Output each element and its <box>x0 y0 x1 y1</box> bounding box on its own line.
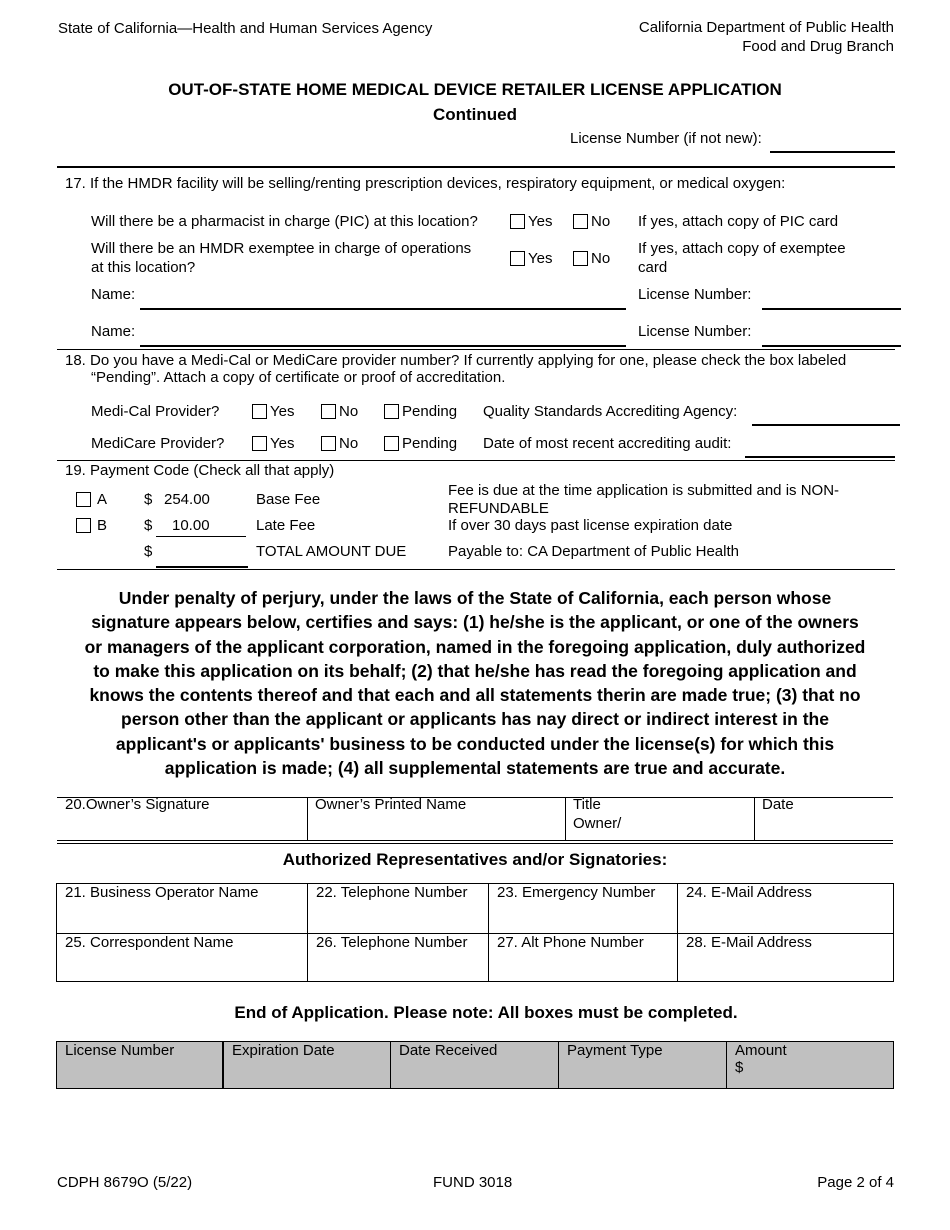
form-subtitle: Continued <box>432 105 518 124</box>
cell-label: 22. Telephone Number <box>316 884 468 901</box>
perjury-statement <box>50 586 900 780</box>
cell-label: Payment Type <box>567 1042 663 1059</box>
fund-number: FUND 3018 <box>433 1174 513 1191</box>
audit-date-input[interactable] <box>745 456 895 458</box>
perjury-line: to make this application on its behalf; (2) that he/she has read the foregoing application and <box>93 660 857 681</box>
cell-label: 27. Alt Phone Number <box>497 934 644 951</box>
section-divider <box>57 166 895 168</box>
name-input-2[interactable] <box>140 345 626 347</box>
cell-label: Amount <box>735 1042 787 1059</box>
exemptee-question-line1: Will there be an HMDR exemptee in charge of operations <box>91 240 472 257</box>
perjury-line: person other than the applicant or applicants has nay direct or indirect interest in the <box>121 709 829 730</box>
exemptee-no-checkbox[interactable] <box>573 251 588 266</box>
sig-divider <box>307 797 308 840</box>
page-number: Page 2 of 4 <box>817 1174 894 1191</box>
section-divider <box>57 569 895 570</box>
payment-b-amount: 10.00 <box>172 517 210 534</box>
payment-b-dollar: $ <box>144 517 153 534</box>
auth-title: Authorized Representatives and/or Signatories: <box>282 850 668 869</box>
license-number-label: License Number (if not new): <box>570 130 762 147</box>
medical-no-checkbox[interactable] <box>321 404 336 419</box>
office-date-received-cell <box>390 1041 559 1089</box>
late-fee-note: If over 30 days past license expiration date <box>448 517 733 534</box>
payment-b-checkbox[interactable] <box>76 518 91 533</box>
telephone-cell[interactable] <box>307 883 489 934</box>
telephone-cell-2[interactable] <box>307 933 489 982</box>
medical-pending-label: Pending <box>402 403 458 420</box>
payable-note: Payable to: CA Department of Public Health <box>448 543 739 560</box>
s18-question-line2: “Pending”. Attach a copy of certificate or proof of accreditation. <box>91 369 506 386</box>
cell-label: License Number <box>65 1042 175 1059</box>
s17-question: 17. If the HMDR facility will be selling/renting prescription devices, respiratory equipment, or medical oxygen: <box>65 175 786 192</box>
section-divider <box>57 460 895 461</box>
office-expiration-cell <box>223 1041 391 1089</box>
agency-input[interactable] <box>752 424 900 426</box>
amount-underline <box>156 536 246 537</box>
medicare-no-label: No <box>339 435 359 452</box>
department-header: California Department of Public Health <box>638 19 894 36</box>
amount-symbol: $ <box>735 1059 744 1076</box>
cell-label: 25. Correspondent Name <box>65 934 234 951</box>
pic-note: If yes, attach copy of PIC card <box>638 213 839 230</box>
cell-label: 23. Emergency Number <box>497 884 656 901</box>
fee-note-line2: REFUNDABLE <box>448 500 549 517</box>
owner-signature-field[interactable]: 20.Owner’s Signature <box>65 796 210 813</box>
office-amount-cell <box>726 1041 894 1089</box>
pic-yes-checkbox[interactable] <box>510 214 525 229</box>
exemptee-no-label: No <box>591 250 611 267</box>
payment-a-checkbox[interactable] <box>76 492 91 507</box>
medical-yes-label: Yes <box>270 403 295 420</box>
date-field[interactable]: Date <box>762 796 794 813</box>
perjury-line: knows the contents thereof and that each and all statements therin are made true; (3) that no <box>89 685 861 706</box>
office-payment-type-cell <box>558 1041 727 1089</box>
payment-a-amount: 254.00 <box>164 491 210 508</box>
fee-note-line1: Fee is due at the time application is submitted and is NON- <box>448 482 840 499</box>
correspondent-name-cell[interactable] <box>56 933 308 982</box>
end-note: End of Application. Please note: All boxes must be completed. <box>234 1003 738 1022</box>
perjury-line: or managers of the applicant corporation, named in the foregoing application, duly authorized <box>84 636 866 657</box>
owner-printed-name-field[interactable]: Owner’s Printed Name <box>315 796 467 813</box>
cell-label: 28. E-Mail Address <box>686 934 812 951</box>
payment-a-desc: Base Fee <box>256 491 321 508</box>
name-label-2: Name: <box>91 323 136 340</box>
pic-yes-label: Yes <box>528 213 553 230</box>
exemptee-yes-checkbox[interactable] <box>510 251 525 266</box>
exemptee-yes-label: Yes <box>528 250 553 267</box>
exemptee-question-line2: at this location? <box>91 259 196 276</box>
medicare-pending-label: Pending <box>402 435 458 452</box>
s19-title: 19. Payment Code (Check all that apply) <box>65 462 335 479</box>
medical-provider-label: Medi-Cal Provider? <box>91 403 220 420</box>
license-label-2: License Number: <box>638 323 752 340</box>
emergency-number-cell[interactable] <box>488 883 678 934</box>
email-cell[interactable] <box>677 883 894 934</box>
perjury-line: signature appears below, certifies and says: (1) he/she is the applicant, or one of the owners <box>91 612 859 633</box>
name-label-1: Name: <box>91 286 136 303</box>
license-number-input[interactable] <box>770 151 895 153</box>
pic-no-label: No <box>591 213 611 230</box>
medicare-no-checkbox[interactable] <box>321 436 336 451</box>
business-operator-cell[interactable] <box>56 883 308 934</box>
cell-label: 26. Telephone Number <box>316 934 468 951</box>
sig-divider <box>754 797 755 840</box>
alt-phone-cell[interactable] <box>488 933 678 982</box>
cell-label: 21. Business Operator Name <box>65 884 259 901</box>
title-value: Owner/ <box>573 815 622 832</box>
total-amount-input[interactable] <box>156 566 248 568</box>
license-input-2[interactable] <box>762 345 901 347</box>
branch-header: Food and Drug Branch <box>742 38 894 55</box>
exemptee-note-line2: card <box>638 259 668 276</box>
section-divider <box>57 349 895 350</box>
agency-header: State of California—Health and Human Services Agency <box>58 20 433 37</box>
total-label: TOTAL AMOUNT DUE <box>256 543 407 560</box>
cell-label: 24. E-Mail Address <box>686 884 812 901</box>
payment-a-dollar: $ <box>144 491 153 508</box>
form-title: OUT-OF-STATE HOME MEDICAL DEVICE RETAILER LICENSE APPLICATION <box>168 80 782 99</box>
perjury-line: application is made; (4) all supplemental statements are true and accurate. <box>164 758 786 779</box>
perjury-line: Under penalty of perjury, under the laws of the State of California, each person whose <box>118 588 832 608</box>
sig-bottom-line <box>57 840 893 841</box>
medical-pending-checkbox[interactable] <box>384 404 399 419</box>
pic-no-checkbox[interactable] <box>573 214 588 229</box>
total-dollar: $ <box>144 543 153 560</box>
license-label-1: License Number: <box>638 286 752 303</box>
medicare-provider-label: MediCare Provider? <box>91 435 225 452</box>
office-license-number-cell <box>56 1041 224 1089</box>
sig-bottom-line-2 <box>57 843 893 844</box>
medicare-pending-checkbox[interactable] <box>384 436 399 451</box>
medical-no-label: No <box>339 403 359 420</box>
s18-question-line1: 18. Do you have a Medi-Cal or MediCare provider number? If currently applying for one, please check the box labeled <box>65 352 847 369</box>
medicare-yes-checkbox[interactable] <box>252 436 267 451</box>
perjury-line: applicant's or applicants' business to be conducted under the license(s) for which this <box>115 733 835 754</box>
cell-label: Expiration Date <box>232 1042 335 1059</box>
payment-b-desc: Late Fee <box>256 517 316 534</box>
name-input-1[interactable] <box>140 308 626 310</box>
sig-divider <box>565 797 566 840</box>
cell-label: Date Received <box>399 1042 498 1059</box>
title-field[interactable]: Title <box>573 796 601 813</box>
agency-label: Quality Standards Accrediting Agency: <box>483 403 738 420</box>
email-cell-2[interactable] <box>677 933 894 982</box>
payment-b-code: B <box>97 517 108 534</box>
form-number: CDPH 8679O (5/22) <box>57 1174 193 1191</box>
license-input-1[interactable] <box>762 308 901 310</box>
exemptee-note-line1: If yes, attach copy of exemptee <box>638 240 846 257</box>
payment-a-code: A <box>97 491 108 508</box>
medical-yes-checkbox[interactable] <box>252 404 267 419</box>
medicare-yes-label: Yes <box>270 435 295 452</box>
audit-date-label: Date of most recent accrediting audit: <box>483 435 732 452</box>
pic-question: Will there be a pharmacist in charge (PIC) at this location? <box>91 213 478 230</box>
